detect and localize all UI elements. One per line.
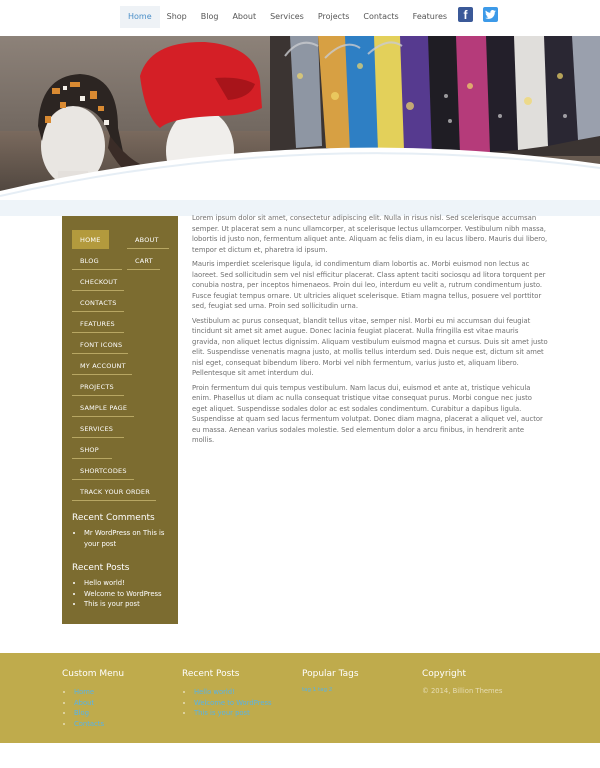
- footer-popular-tags-title: Popular Tags: [302, 669, 359, 679]
- footer-post-link[interactable]: Hello world!: [194, 688, 235, 696]
- footer-custom-menu-list: [62, 687, 124, 729]
- sidebar-menu-features[interactable]: FEATURES: [72, 314, 124, 333]
- nav-item-home[interactable]: Home: [120, 6, 160, 28]
- footer-recent-posts: [182, 669, 272, 719]
- sidebar-menu-home[interactable]: HOME: [72, 230, 109, 249]
- content-paragraph: Mauris imperdiet scelerisque ligula, id condimentum diam lobortis ac. Morbi euismod non lectus ac laoreet. Sed sollicitudin sem vel nisl efficitur placerat. Class aptent taciti sociosqu ad litora torquent per conubia nostra, per inceptos himenaeos. Proin dui leo, interdum eu velit a, rutrum condimentum justo. Fusce feugiat tempus ornare. Ut ultricies aliquet scelerisque. Etiam magna tellus, posuere vel porttitor sed, feugiat sed urna. Proin sed sollicitudin urna.: [192, 260, 546, 310]
- sidebar-menu-contacts[interactable]: CONTACTS: [72, 293, 124, 312]
- recent-posts-list: [74, 578, 178, 610]
- sidebar-menu-checkout[interactable]: CHECKOUT: [72, 272, 124, 291]
- nav-item-projects[interactable]: Projects: [317, 12, 350, 21]
- recent-posts-title: Recent Posts: [72, 563, 130, 573]
- footer-link-about[interactable]: About: [74, 698, 95, 707]
- sidebar: [62, 216, 178, 624]
- footer-copyright: [422, 669, 502, 695]
- footer-recent-posts-list: [182, 687, 272, 719]
- copyright-text: © 2014, Billion Themes: [422, 687, 503, 695]
- twitter-icon[interactable]: [483, 7, 498, 22]
- nav-item-contacts[interactable]: Contacts: [363, 12, 399, 21]
- footer-link-blog[interactable]: Blog: [74, 709, 90, 717]
- recent-post-item[interactable]: • This is your post: [84, 599, 178, 610]
- sidebar-menu-track-your-order[interactable]: TRACK YOUR ORDER: [72, 482, 156, 501]
- footer-link-home[interactable]: Home: [74, 688, 95, 696]
- footer-recent-posts-title: Recent Posts: [182, 669, 240, 679]
- sidebar-menu-blog[interactable]: BLOG: [72, 251, 122, 270]
- sidebar-menu-my-account[interactable]: MY ACCOUNT: [72, 356, 132, 375]
- sidebar-menu-projects[interactable]: PROJECTS: [72, 377, 124, 396]
- nav-item-shop[interactable]: Shop: [166, 12, 187, 21]
- footer-custom-menu-title: Custom Menu: [62, 669, 125, 679]
- footer-post-link[interactable]: Welcome to WordPress: [194, 698, 272, 707]
- sidebar-menu-cart[interactable]: CART: [127, 251, 160, 270]
- footer-post-link[interactable]: This is your post: [194, 709, 250, 717]
- nav-item-blog[interactable]: Blog: [200, 12, 219, 21]
- recent-comments-list: [74, 528, 178, 549]
- top-navigation: [0, 0, 600, 36]
- content-paragraph: Proin fermentum dui quis tempus vestibulum. Nam lacus dui, euismod et ante at, tristique vehicula enim. Phasellus ut diam ac nulla consequat tristique vitae consequat purus. Morbi congue nec justo eget aliquet. Suspendisse sodales dolor ac est sodales condimentum. Curabitur a dapibus ligula. Suspendisse at quam sed lacus fermentum volutpat. Donec diam magna, placerat a aliquet vel, auctor eu massa. Aenean varius sodales molestie. Sed elementum dolor a arcu finibus, in hendrerit ante mollis.: [192, 383, 543, 444]
- tag-link[interactable]: tag 1: [302, 687, 317, 693]
- nav-menu: [120, 6, 454, 28]
- recent-post-item[interactable]: • Hello world!: [84, 578, 178, 589]
- facebook-icon[interactable]: f: [458, 7, 473, 22]
- sidebar-menu-sample-page[interactable]: SAMPLE PAGE: [72, 398, 134, 417]
- nav-item-about[interactable]: About: [232, 12, 257, 21]
- sidebar-menu-shortcodes[interactable]: SHORTCODES: [72, 461, 134, 480]
- recent-comment-item[interactable]: • Mr WordPress on This is your post: [84, 528, 178, 549]
- nav-item-services[interactable]: Services: [270, 12, 304, 21]
- sidebar-menu-about[interactable]: ABOUT: [127, 230, 169, 249]
- footer-link-contacts[interactable]: Contacts: [74, 719, 104, 728]
- content-paragraph: Vestibulum ac purus consequat, blandit tellus vitae, semper nisl. Morbi eu mi accumsan dui feugiat tincidunt sit amet sit amet augue. Donec lacinia feugiat placerat. Nulla fringilla est vitae mauris gravida, non aliquet lectus dignissim. Aliquam vestibulum euismod magna et cursus. Duis sit amet justo elit. Suspendisse venenatis magna justo, at mollis tellus interdum sed. Duis neque est, dictum sit amet nisl eget, consequat bibendum libero. Morbi vel nibh fermentum, varius justo et, aliquam libero. Pellentesque sit amet interdum dui.: [192, 316, 548, 377]
- sidebar-menu-font-icons[interactable]: FONT ICONS: [72, 335, 128, 354]
- footer-popular-tags: [302, 669, 359, 693]
- footer-copyright-title: Copyright: [422, 669, 466, 679]
- main-content: [192, 213, 548, 450]
- content-paragraph: Lorem ipsum dolor sit amet, consectetur adipiscing elit. Nulla in risus nisl. Sed scelerisque accumsan semper. Ut placerat sem a nunc ullamcorper, at scelerisque lectus ullamcorper. Vestibulum nibh massa, lobortis id justo non, fermentum aliquet ante. Aliquam ac felis diam, in eu lacus libero. Mauris dui libero, tempor et dictum et, pharetra id ipsum.: [192, 214, 548, 254]
- recent-post-item[interactable]: • Welcome to WordPress: [84, 589, 178, 600]
- footer-custom-menu: [62, 669, 124, 729]
- footer: [0, 653, 600, 743]
- hero-image: [0, 36, 600, 201]
- sidebar-menu-services[interactable]: SERVICES: [72, 419, 124, 438]
- sidebar-menu-shop[interactable]: SHOP: [72, 440, 112, 459]
- recent-comments-title: Recent Comments: [72, 513, 155, 523]
- tag-cloud: [302, 687, 359, 693]
- nav-item-features[interactable]: Features: [412, 12, 448, 21]
- tag-link[interactable]: tag 2: [318, 687, 333, 693]
